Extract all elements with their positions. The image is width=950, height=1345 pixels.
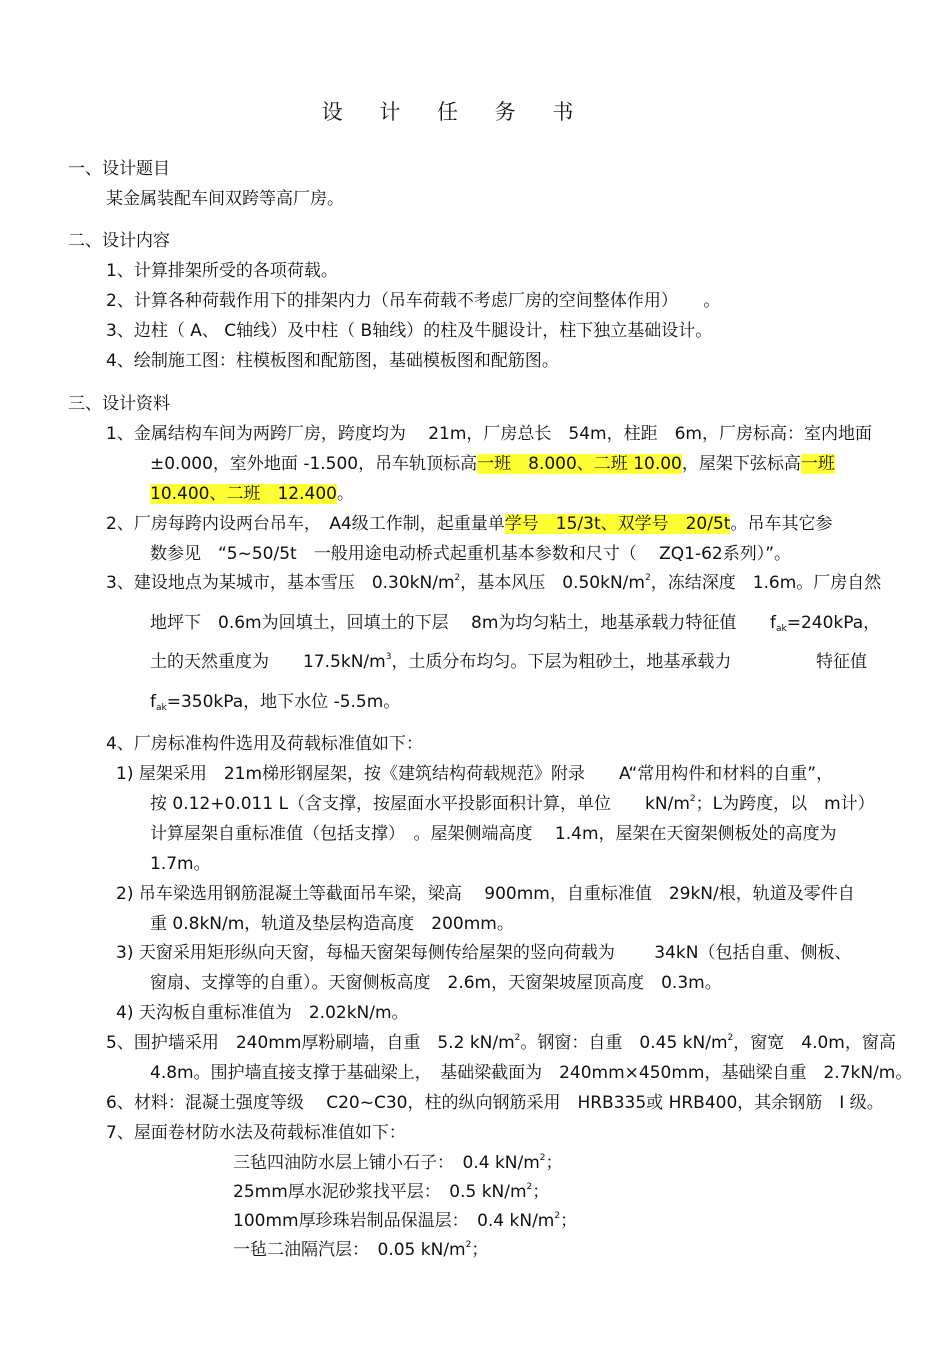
component-3-line1: 3) 天窗采用矩形纵向天窗，每榀天窗架每侧传给屋架的竖向荷载为 34kN（包括自重、侧板、 [116, 943, 852, 963]
data-item-7-heading: 7、屋面卷材防水法及荷载标准值如下： [106, 1123, 406, 1143]
highlighted-text: 一班 [800, 454, 835, 474]
roof-layer-2 [233, 1180, 549, 1204]
text-span: ，窗宽 4.0m，窗高 [733, 1033, 896, 1053]
subscript: ak [156, 703, 167, 713]
superscript: 2 [554, 1211, 561, 1221]
subscript: ak [776, 624, 787, 634]
highlighted-text: 一班 8.000、二班 10.00 [477, 454, 682, 474]
text-span: ，冻结深度 1.6m。厂房自然 [650, 573, 882, 593]
text-span: ，土质分布均匀。下层为粗砂土，地基承载力 [391, 652, 732, 672]
component-3-line2: 窗扇、支撑等的自重）。天窗侧板高度 2.6m，天窗架坡屋顶高度 0.3m。 [150, 973, 722, 993]
highlighted-text: 学号 15/3t、双学号 20/5t [504, 514, 731, 534]
superscript: 2 [526, 1182, 533, 1192]
roof-layer-4 [233, 1238, 488, 1262]
data-item-3-line4 [150, 690, 400, 714]
component-2-line1: 2) 吊车梁选用钢筋混凝土等截面吊车梁，梁高 900mm，自重标准值 29kN/根，轨道及零件自 [116, 884, 855, 904]
content-item: 1、计算排架所受的各项荷载。 [106, 261, 338, 281]
text-span: ； [532, 1182, 550, 1202]
text-span: =240kPa， [786, 613, 881, 633]
text-span: 3、建设地点为某城市，基本雪压 0.30kN/m [106, 573, 455, 593]
text-span: ； [471, 1240, 489, 1260]
text-span: ，屋架下弦标高 [681, 454, 801, 474]
text-span: ； [560, 1211, 578, 1231]
data-item-4-heading: 4、厂房标准构件选用及荷载标准值如下： [106, 734, 423, 754]
content-item: 3、边柱（ A、 C轴线）及中柱（ B轴线）的柱及牛腿设计，柱下独立基础设计。 [106, 321, 713, 341]
text-span: 三毡四油防水层上铺小石子： 0.4 kN/m [233, 1153, 540, 1173]
section-heading-data: 三、设计资料 [68, 394, 170, 414]
superscript: 2 [644, 573, 651, 583]
component-1-line4: 1.7m。 [150, 854, 211, 874]
text-span: ； [545, 1153, 563, 1173]
component-4: 4) 天沟板自重标准值为 2.02kN/m。 [116, 1003, 409, 1023]
component-1-line1: 1) 屋架采用 21m梯形钢屋架，按《建筑结构荷载规范》附录 A“常用构件和材料的自重”， [116, 764, 834, 784]
data-item-2-line2: 数参见 “5~50/5t 一般用途电动桥式起重机基本参数和尺寸（ ZQ1-62系列）”。 [150, 544, 792, 564]
component-1-line3: 计算屋架自重标准值（包括支撑） 。屋架侧端高度 1.4m，屋架在天窗架侧板处的高度为 [150, 824, 837, 844]
document-title: 设 计 任 务 书 [321, 100, 589, 124]
data-item-3-line2-fak [770, 611, 880, 635]
text-span: ；L为跨度，以 m计） [695, 794, 875, 814]
component-2-line2: 重 0.8kN/m，轨道及垫层构造高度 200mm。 [150, 914, 514, 934]
section-heading-topic: 一、设计题目 [68, 159, 170, 179]
text-span: f [150, 692, 156, 712]
superscript: 2 [465, 1240, 472, 1250]
superscript: 2 [454, 573, 461, 583]
content-item: 4、绘制施工图：柱模板图和配筋图，基础模板图和配筋图。 [106, 351, 559, 371]
roof-layer-1 [233, 1151, 563, 1175]
text-span: ±0.000，室外地面 -1.500，吊车轨顶标高 [150, 454, 478, 474]
data-item-5-line2: 4.8m。围护墙直接支撑于基础梁上， 基础梁截面为 240mm×450mm，基础梁自重 2.7kN/m。 [150, 1063, 913, 1083]
text-span: 。吊车其它参 [730, 514, 833, 534]
data-item-3-line2: 地坪下 0.6m为回填土，回填土的下层 8m为均匀粘土，地基承载力特征值 [150, 613, 737, 633]
text-span: 一毡二油隔汽层： 0.05 kN/m [233, 1240, 466, 1260]
text-span: 25mm厚水泥砂浆找平层： 0.5 kN/m [233, 1182, 527, 1202]
superscript: 3 [385, 652, 392, 662]
text-span: =350kPa，地下水位 -5.5m。 [166, 692, 401, 712]
data-item-3-line1 [106, 571, 881, 595]
section-heading-content: 二、设计内容 [68, 231, 170, 251]
content-item: 2、计算各种荷载作用下的排架内力（吊车荷载不考虑厂房的空间整体作用） 。 [106, 291, 721, 311]
topic-text: 某金属装配车间双跨等高厂房。 [106, 189, 344, 209]
data-item-3-line3-end: 特征值 [816, 652, 867, 672]
data-item-5-line1 [106, 1031, 896, 1055]
data-item-1-line1: 1、金属结构车间为两跨厂房，跨度均为 21m，厂房总长 54m，柱距 6m，厂房标高：室内地面 [106, 424, 872, 444]
text-span: f [770, 613, 776, 633]
text-span: 100mm厚珍珠岩制品保温层： 0.4 kN/m [233, 1211, 555, 1231]
data-item-3-line3 [150, 650, 731, 674]
text-span: ，基本风压 0.50kN/m [460, 573, 645, 593]
superscript: 2 [514, 1033, 521, 1043]
component-1-line2 [150, 792, 875, 816]
text-span: 2、厂房每跨内设两台吊车， A4级工作制，起重量单 [106, 514, 505, 534]
text-span: 。 [336, 484, 354, 504]
superscript: 2 [727, 1033, 734, 1043]
text-span: 。钢窗：自重 0.45 kN/m [520, 1033, 728, 1053]
text-span: 按 0.12+0.011 L（含支撑，按屋面水平投影面积计算，单位 kN/m [150, 794, 690, 814]
data-item-1-line2 [150, 452, 835, 476]
text-span: 5、围护墙采用 240mm厚粉刷墙，自重 5.2 kN/m [106, 1033, 515, 1053]
data-item-6: 6、材料：混凝土强度等级 C20~C30，柱的纵向钢筋采用 HRB335或 HRB400，其余钢筋 I 级。 [106, 1093, 884, 1113]
data-item-1-line3 [150, 482, 354, 506]
roof-layer-3 [233, 1209, 577, 1233]
highlighted-text: 10.400、二班 12.400 [150, 484, 337, 504]
text-span: 土的天然重度为 17.5kN/m [150, 652, 386, 672]
superscript: 2 [689, 794, 696, 804]
data-item-2-line1 [106, 512, 832, 536]
superscript: 2 [539, 1153, 546, 1163]
